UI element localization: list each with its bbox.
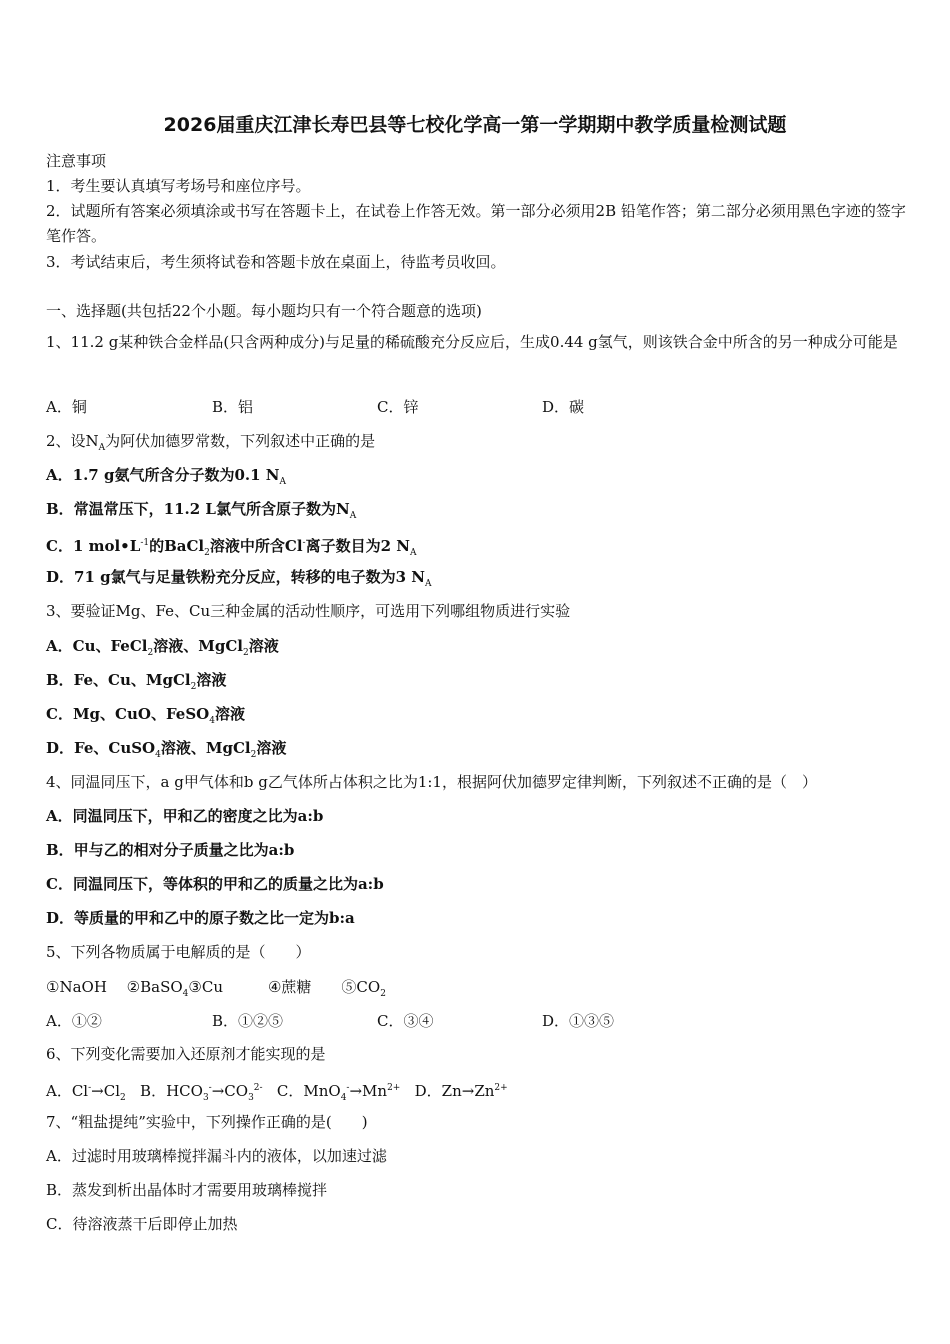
q6-option-a: A．$Cl^-\to Cl_2$ xyxy=(46,1082,126,1103)
q6-stem: 6、下列变化需要加入还原剂才能实现的是 xyxy=(46,1045,326,1063)
q4-option-d: D．等质量的甲和乙中的原子数之比一定为b:a xyxy=(46,909,355,927)
q2-option-a: A．1.7 g氨气所含分子数为0.1 $N_A$ xyxy=(46,466,286,487)
q4-option-c: C．同温同压下，等体积的甲和乙的质量之比为a:b xyxy=(46,875,384,893)
q6-options xyxy=(46,1077,508,1109)
q7-option-b: B．蒸发到析出晶体时才需要用玻璃棒搅拌 xyxy=(46,1181,328,1199)
q4-option-b: B．甲与乙的相对分子质量之比为a:b xyxy=(46,841,295,859)
section-heading: 一、选择题(共包括22个小题。每小题均只有一个符合题意的选项) xyxy=(46,302,482,320)
q2-option-c: C．1 $mol•L^{-1}$的BaCl$_2$溶液中所含Cl-离子数目为2 $N_A$ xyxy=(46,537,417,558)
notice-item-3: 3．考试结束后，考生须将试卷和答题卡放在桌面上，待监考员收回。 xyxy=(46,253,506,271)
q3-stem: 3、要验证Mg、Fe、Cu三种金属的活动性顺序，可选用下列哪组物质进行实验 xyxy=(46,602,571,620)
q6-option-d: D．$Zn\to Zn^{2+}$ xyxy=(414,1082,508,1100)
q5-option-d: D．①③⑤ xyxy=(542,1012,615,1030)
q1-option-d: D．碳 xyxy=(542,398,585,416)
q1-stem: 1、11.2 g某种铁合金样品(只含两种成分)与足量的稀硫酸充分反应后，生成0.44 g氢气，则该铁合金中所含的另一种成分可能是 xyxy=(46,333,898,351)
q1-option-c: C．锌 xyxy=(377,398,419,416)
q2-stem: 2、设$N_A$为阿伏加德罗常数，下列叙述中正确的是 xyxy=(46,432,376,453)
q2-option-d: D．71 g氯气与足量铁粉充分反应，转移的电子数为3 $N_A$ xyxy=(46,568,432,589)
q5-items: ①NaOH ②BaSO$_4$③Cu ④蔗糖 $⑤CO_2$ xyxy=(46,978,386,999)
q5-option-b: B．①②⑤ xyxy=(212,1012,284,1030)
notice-item-2: 2．试题所有答案必须填涂或书写在答题卡上，在试卷上作答无效。第一部分必须用2B 铅笔作答；第二部分必须用黑色字迹的签字笔作答。 xyxy=(46,202,906,245)
q5-stem: 5、下列各物质属于电解质的是（ ） xyxy=(46,943,311,961)
q7-stem: 7、“粗盐提纯”实验中，下列操作正确的是( ) xyxy=(46,1113,368,1131)
q3-option-d: D．Fe、CuSO$_4$溶液、MgCl$_2$溶液 xyxy=(46,739,287,760)
q6-option-c: C．$MnO_4^-\to Mn^{2+}$ xyxy=(276,1082,401,1103)
notice-heading: 注意事项 xyxy=(46,152,107,170)
q1-option-a: A．铜 xyxy=(46,398,87,416)
q3-option-a: A．Cu、FeCl$_2$溶液、MgCl$_2$溶液 xyxy=(46,637,279,658)
q6-option-b: B．$HCO_3^-\to CO_3^{2-}$ xyxy=(140,1082,263,1103)
q5-option-c: C．③④ xyxy=(377,1012,434,1030)
q1-option-b: B．铝 xyxy=(212,398,254,416)
q7-option-c: C．待溶液蒸干后即停止加热 xyxy=(46,1215,238,1233)
notice-item-1: 1．考生要认真填写考场号和座位序号。 xyxy=(46,177,311,195)
q5-option-a: A．①② xyxy=(46,1012,102,1030)
q2-option-b: B．常温常压下，11.2 L氯气所含原子数为$N_A$ xyxy=(46,500,357,521)
q3-option-c: C．Mg、CuO、FeSO$_4$溶液 xyxy=(46,705,245,726)
exam-title: 2026届重庆江津长寿巴县等七校化学高一第一学期期中教学质量检测试题 xyxy=(163,114,787,136)
q7-option-a: A．过滤时用玻璃棒搅拌漏斗内的液体，以加速过滤 xyxy=(46,1147,387,1165)
q4-stem: 4、同温同压下，a g甲气体和b g乙气体所占体积之比为1:1，根据阿伏加德罗定律判断，下列叙述不正确的是（ ） xyxy=(46,773,817,791)
q3-option-b: B．Fe、Cu、MgCl$_2$溶液 xyxy=(46,671,227,692)
q4-option-a: A．同温同压下，甲和乙的密度之比为a:b xyxy=(46,807,324,825)
